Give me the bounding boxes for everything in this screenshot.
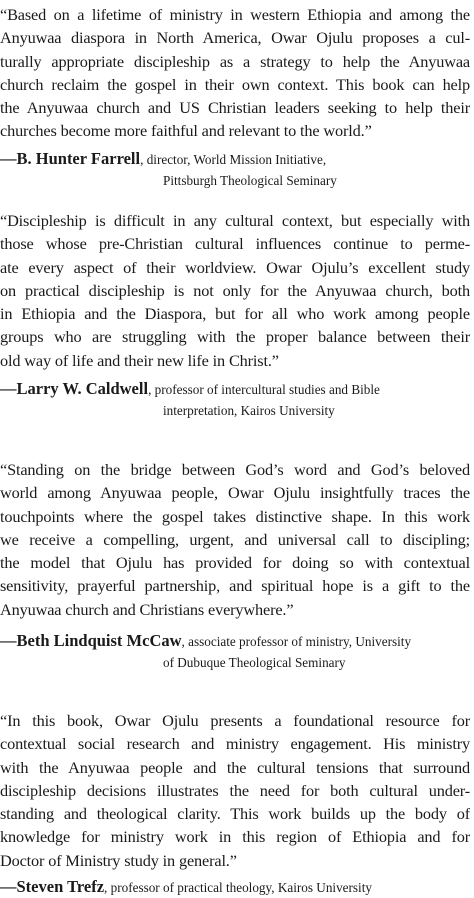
attribution-1 [0, 148, 474, 191]
quote-line: “In this book, Owar Ojulu presents a foundational resource for [0, 711, 470, 730]
endorser-name: —B. Hunter Farrell [0, 149, 141, 168]
endorsement-1 [0, 3, 474, 143]
quote-line: “Standing on the bridge between God’s word and God’s beloved [0, 460, 470, 479]
quote-line: those whose pre-Christian cultural influences continue to perme- [0, 234, 470, 254]
quote-line: in Ethiopia and the Diaspora, but for all who work among people [0, 304, 470, 324]
quote-line: contextual social research and ministry engagement. His ministry [0, 734, 470, 754]
quote-line: discipleship decisions illustrates the need for both cultural under- [0, 780, 470, 800]
endorsement-4 [0, 709, 474, 872]
quote-line: “Based on a lifetime of ministry in western Ethiopia and among the [0, 5, 470, 24]
quote-line: world among Anyuwaa people, Owar Ojulu insightfully traces the [0, 483, 470, 503]
attribution-2 [0, 378, 474, 421]
quote-line: churches become more faithful and relevant to the world.” [0, 121, 372, 141]
quote-line: Anyuwaa church and Christians everywhere.” [0, 599, 294, 619]
attribution-4 [0, 876, 474, 898]
endorser-affiliation: interpretation, Kairos University [163, 403, 335, 418]
quote-line: on practical discipleship is not only for the Anyuwaa church, both [0, 280, 470, 300]
endorser-name: —Beth Lindquist McCaw [0, 631, 182, 650]
quote-line: sensitivity, prayerful partnership, and spiritual hope is a gift to the [0, 576, 470, 596]
endorser-affiliation: of Dubuque Theological Seminary [163, 655, 346, 670]
endorser-name: —Steven Trefz [0, 877, 105, 896]
quote-line: we receive a compelling, urgent, and universal call to discipling; [0, 529, 470, 549]
quote-line: groups who are struggling with the proper balance between their [0, 327, 470, 347]
quote-line: standing and theological clarity. This work builds up the body of [0, 804, 470, 824]
endorser-title: , director, World Mission Initiative, [140, 152, 327, 167]
quote-line: ate every aspect of their worldview. Owar Ojulu’s excellent study [0, 257, 470, 277]
attribution-3 [0, 630, 474, 673]
endorsement-3 [0, 458, 474, 621]
endorser-affiliation: Pittsburgh Theological Seminary [163, 173, 337, 188]
quote-line: the Anyuwaa church and US Christian leaders seeking to help their [0, 98, 470, 118]
quote-line: with the Anyuwaa people and the cultural tensions that surround [0, 757, 470, 777]
quote-line: touchpoints where the gospel takes distinctive shape. In this work [0, 506, 470, 526]
endorser-name: —Larry W. Caldwell [0, 379, 149, 398]
endorser-title: , professor of practical theology, Kairos University [104, 880, 372, 895]
endorser-title: , professor of intercultural studies and Bible [148, 382, 380, 397]
quote-line: Anyuwaa diaspora in North America, Owar Ojulu proposes a cul- [0, 28, 470, 48]
quote-line: old way of life and their new life in Christ.” [0, 350, 279, 370]
quote-line: the model that Ojulu has provided for doing so with contextual [0, 553, 470, 573]
quote-line: “Discipleship is difficult in any cultural context, but especially with [0, 211, 470, 230]
quote-line: church reclaim the gospel in their own context. This book can help [0, 74, 470, 94]
endorsement-2 [0, 209, 474, 372]
endorser-title: , associate professor of ministry, University [181, 634, 412, 649]
quote-line: turally appropriate discipleship as a strategy to help the Anyuwaa [0, 51, 470, 71]
quote-line: Doctor of Ministry study in general.” [0, 850, 237, 870]
quote-line: knowledge for ministry work in this region of Ethiopia and for [0, 827, 470, 847]
